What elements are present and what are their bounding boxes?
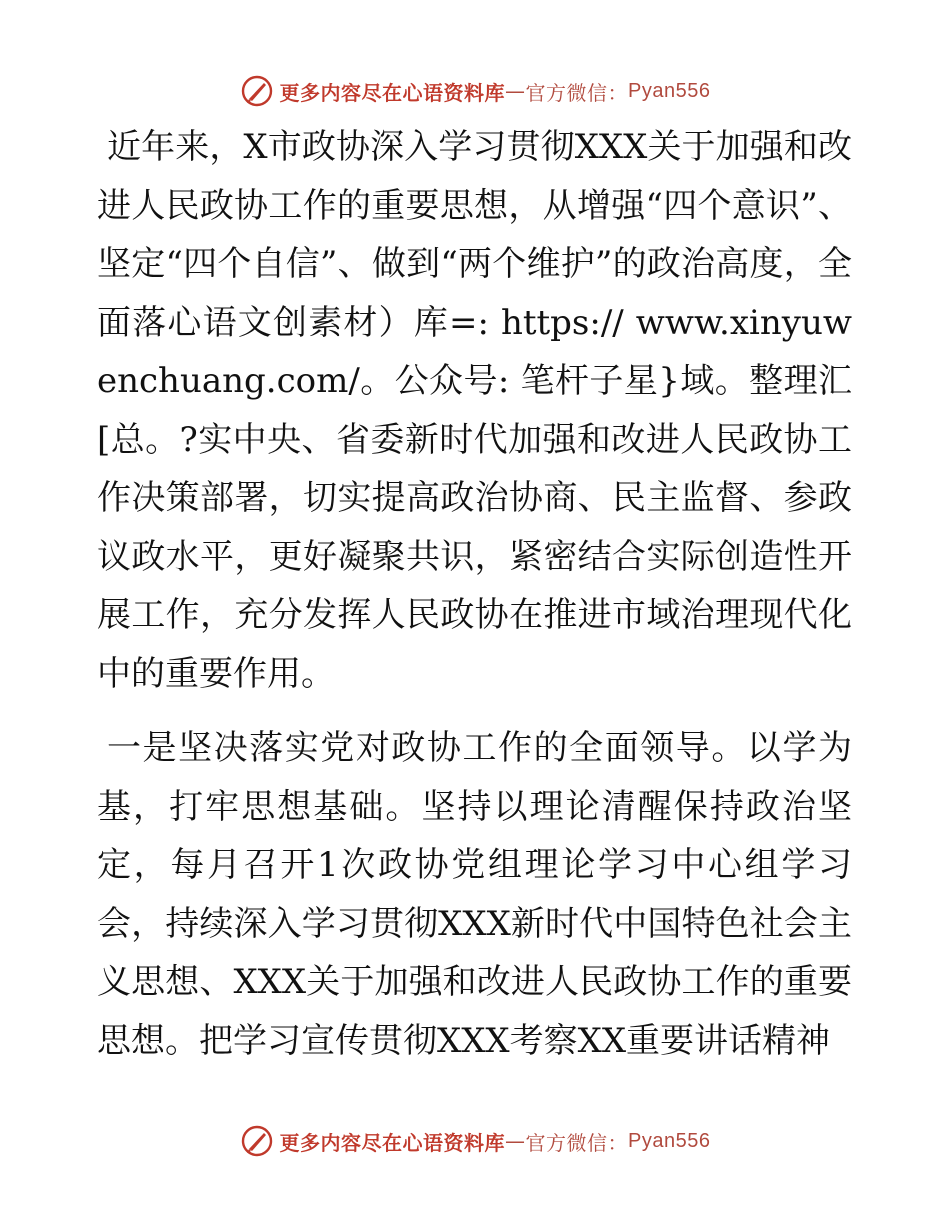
footer-wechat-label: 官方微信： [525, 1130, 629, 1155]
header-wechat-id: Pyan556 [628, 79, 711, 102]
header-wechat-label: 官方微信： [525, 80, 629, 105]
footer-banner [0, 1121, 950, 1161]
document-body [97, 118, 852, 1070]
header-banner [0, 71, 950, 111]
footer-wechat-id: Pyan556 [628, 1129, 711, 1152]
paragraph-2: 一是坚决落实党对政协工作的全面领导。以学为基，打牢思想基础。坚持以理论清醒保持政治坚定，每月召开1次政协党组理论学习中心组学习会，持续深入学习贯彻XXX新时代中国特色社会主义思想、XXX关于加强和改进人民政协工作的重要思想。把学习宣传贯彻XXX考察XX重要讲话精神 [97, 728, 852, 1061]
header-brand-text: 更多内容尽在心语资料库 [279, 80, 506, 105]
footer-separator: — [505, 1129, 526, 1153]
paragraph-1: 近年来，X市政协深入学习贯彻XXX关于加强和改进人民政协工作的重要思想，从增强“四个意识”、坚定“四个自信”、做到“两个维护”的政治高度，全面落心语文创素材）库=: https:// www.xinyuwenchuang.com/。公众号: 笔杆子星}域。整理汇[总。?实中央、省委新时代加强和改进人民政协工作决策部署，切实提高政治协商、民主监督、参政议政水平，更好凝聚共识，紧密结合实际创造性开展工作，充分发挥人民政协在推进市域治理现代化中的重要作用。 [97, 127, 852, 694]
header-separator: — [505, 79, 526, 103]
quill-pen-logo-icon [240, 74, 274, 108]
quill-pen-logo-icon [240, 1124, 274, 1158]
footer-brand-text: 更多内容尽在心语资料库 [279, 1130, 506, 1155]
